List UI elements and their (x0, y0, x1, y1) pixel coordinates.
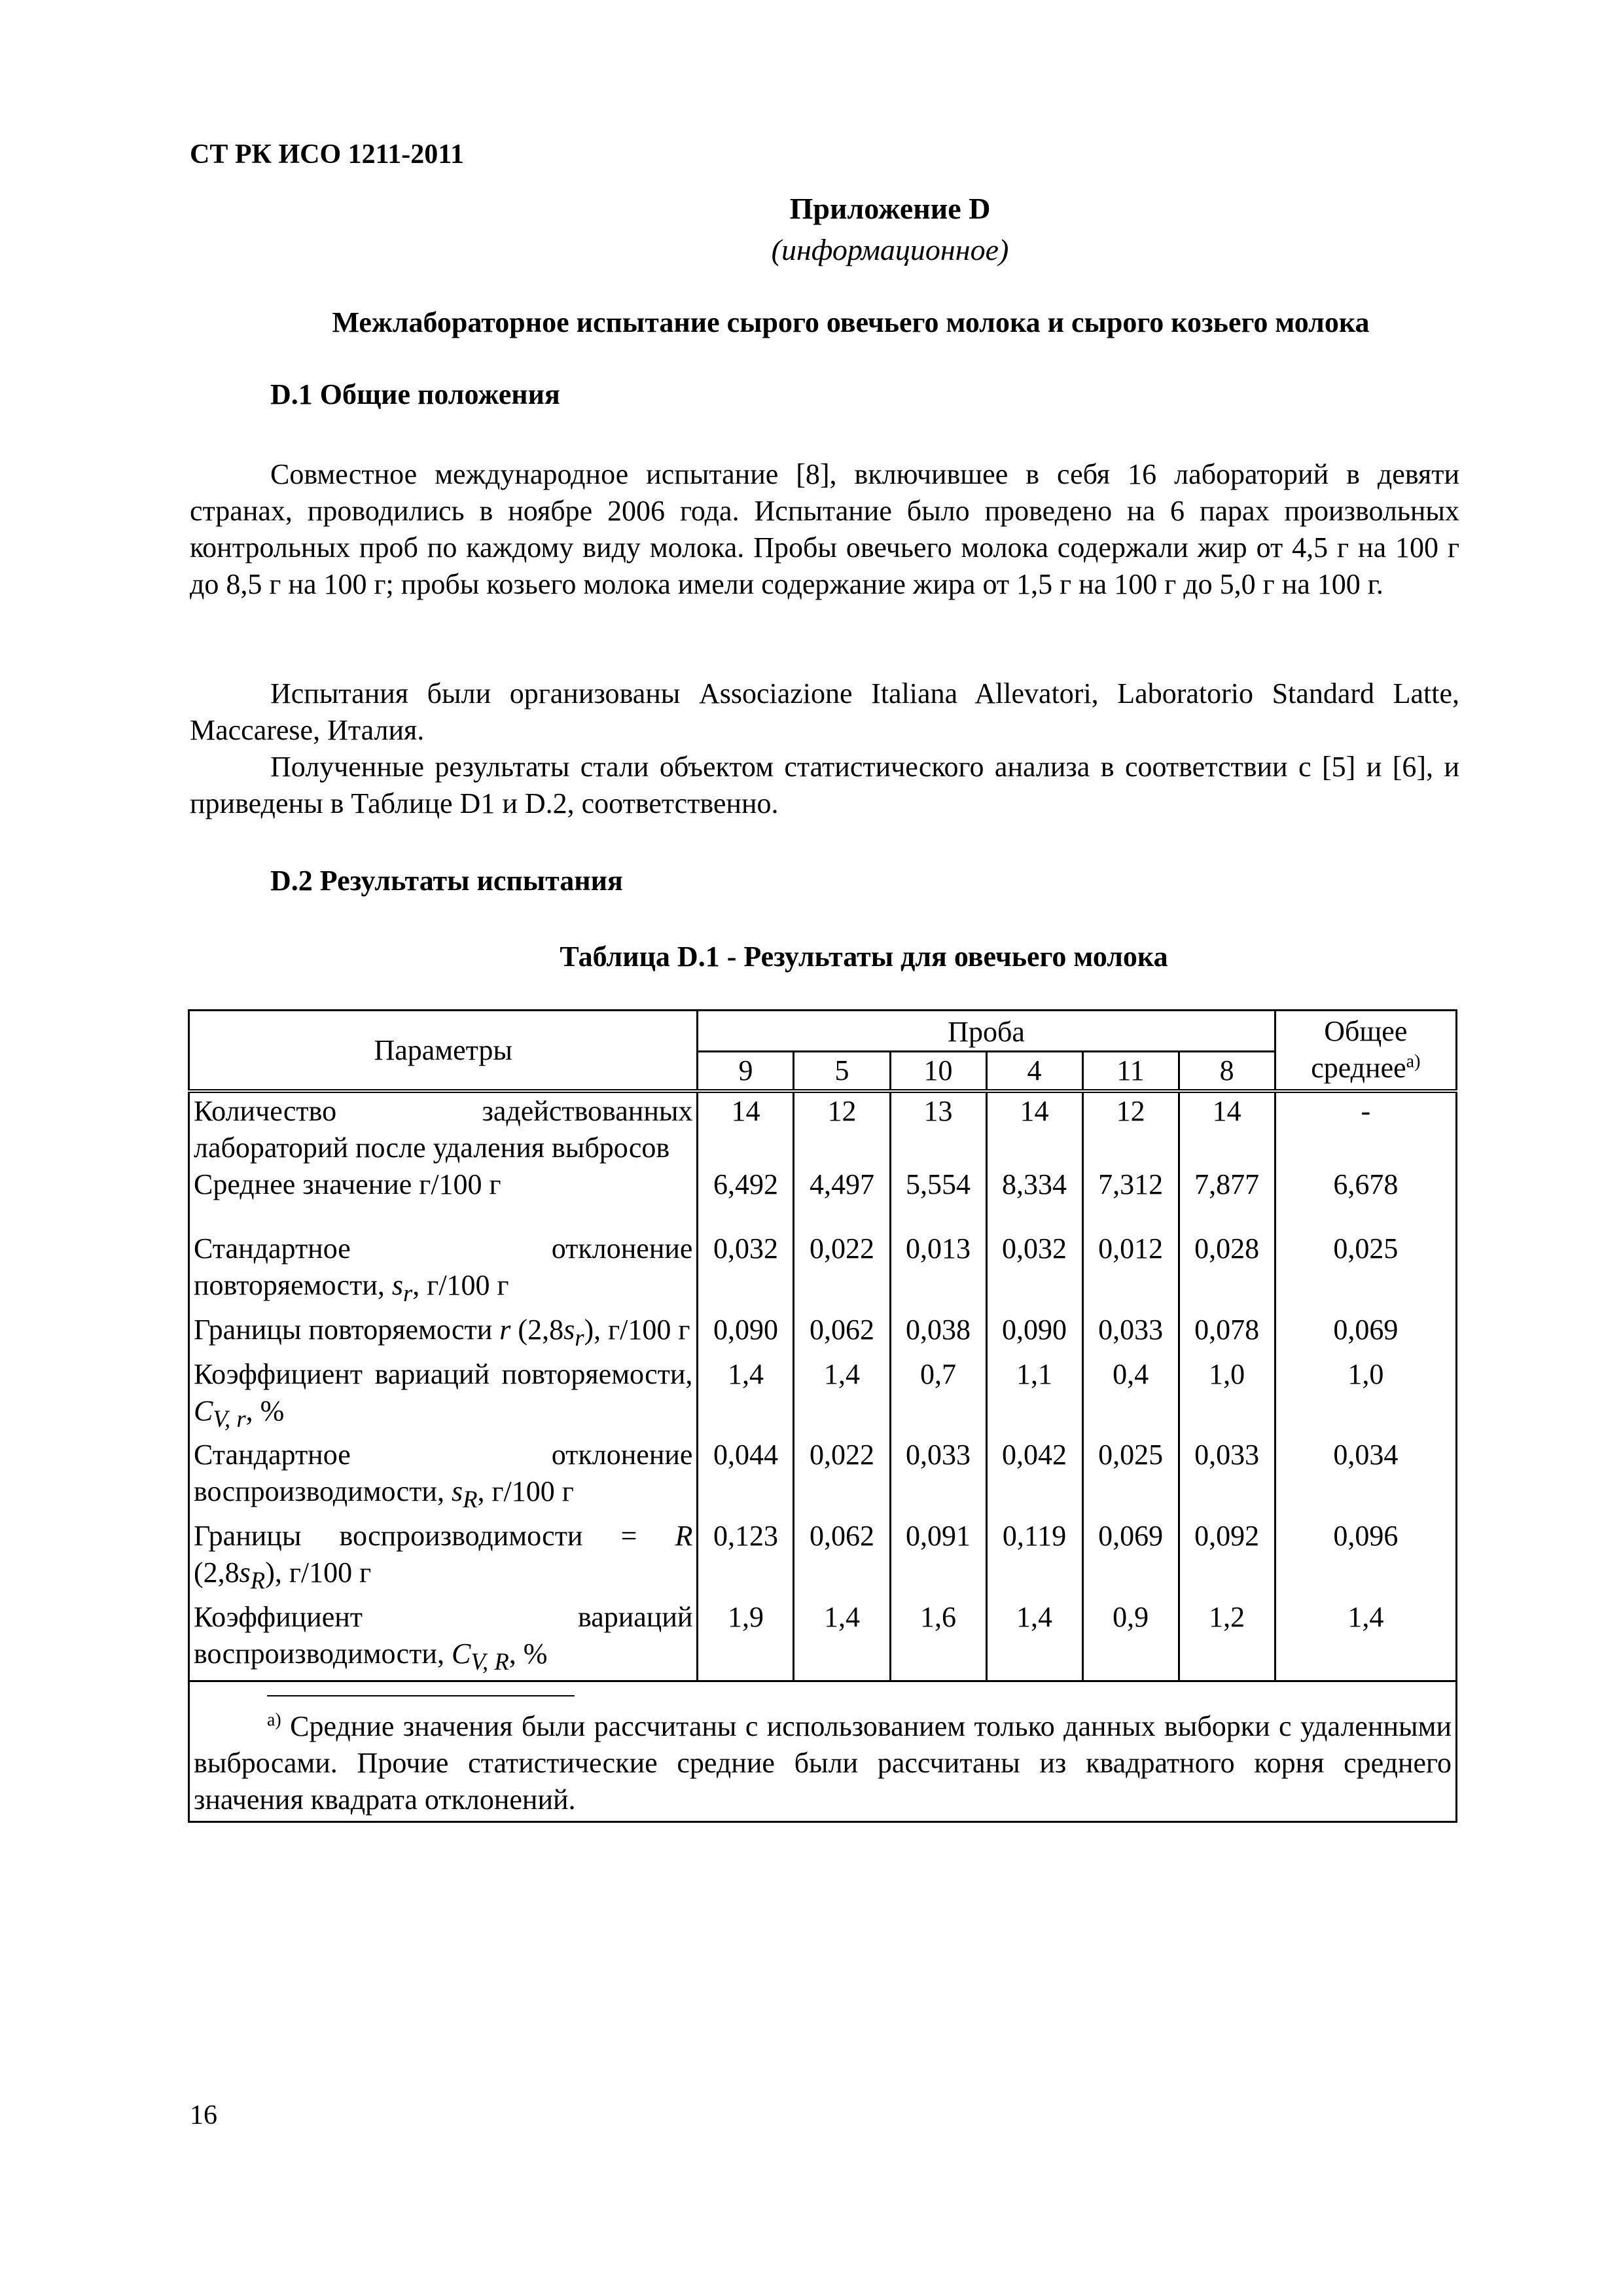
row-label (189, 1230, 698, 1312)
table-cell: 1,4 (794, 1356, 890, 1437)
footnote-mark: a) (267, 1710, 281, 1731)
symbol-sub: R (250, 1566, 266, 1594)
symbol-sub: V, R (471, 1647, 509, 1675)
footnote-text: Средние значения были рассчитаны с использованием только данных выборки с удаленными выбросами. Прочие статистические средние были рассчитаны из квадратного корня среднего значения квадрата отклонений. (194, 1710, 1452, 1816)
row-label (189, 1599, 698, 1681)
symbol-sub: R (463, 1486, 478, 1513)
table-cell: 6,678 (1275, 1166, 1456, 1230)
table-cell: 1,2 (1179, 1599, 1275, 1681)
annex-subtitle: (информационное) (771, 233, 1009, 266)
table-row (189, 1599, 1457, 1681)
table-cell: 0,033 (1179, 1437, 1275, 1518)
table-cell: 0,022 (794, 1230, 890, 1312)
table-cell: 5,554 (890, 1166, 986, 1230)
table-row (189, 1518, 1457, 1599)
table-cell: 1,4 (698, 1356, 794, 1437)
table-cell: 13 (890, 1091, 986, 1166)
table-cell: 8,334 (986, 1166, 1082, 1230)
main-title: Межлабораторное испытание сырого овечьего молока и сырого козьего молока (332, 306, 1370, 338)
paragraph-text: Полученные результаты стали объектом статистического анализа в соответствии с [5] и [6], и приведены в Таблице D1 и D.2, соответственно. (190, 751, 1459, 819)
table-cell: 4,497 (794, 1166, 890, 1230)
section-2-heading: D.2 Результаты испытания (270, 865, 623, 897)
table-cell: 0,069 (1082, 1518, 1179, 1599)
sample-header: Проба (698, 1011, 1275, 1052)
symbol: R (675, 1520, 693, 1552)
symbol-sub: r (403, 1279, 413, 1306)
table-cell: 12 (794, 1091, 890, 1166)
table-cell: 0,078 (1179, 1312, 1275, 1356)
table-cell: 14 (698, 1091, 794, 1166)
table-cell: 0,7 (890, 1356, 986, 1437)
sample-col-header: 9 (698, 1052, 794, 1092)
symbol: s (563, 1313, 575, 1346)
row-label-text: ), г/100 г (265, 1556, 372, 1589)
table-cell: 1,9 (698, 1599, 794, 1681)
table-cell: 1,1 (986, 1356, 1082, 1437)
annex-title: Приложение D (789, 192, 991, 225)
table-cell: 0,062 (794, 1312, 890, 1356)
row-label-text: Коэффициент вариаций повторяемости, (194, 1357, 693, 1390)
symbol: C (194, 1394, 213, 1427)
table-cell: 0,028 (1179, 1230, 1275, 1312)
table-cell: 0,091 (890, 1518, 986, 1599)
footnote (194, 1708, 1452, 1818)
paragraph-text: Испытания были организованы Associazione Italiana Allevatori, Laboratorio Standard Latte, Maccarese, Италия. (190, 677, 1459, 746)
footnote-cell (189, 1681, 1457, 1821)
table-row (189, 1437, 1457, 1518)
paragraph-1 (190, 456, 1459, 603)
row-label: Среднее значение г/100 г (189, 1166, 698, 1230)
row-label-text: ), г/100 г (584, 1313, 690, 1346)
paragraph-text: Совместное международное испытание [8], включившее в себя 16 лабораторий в девяти странах, проводились в ноябре 2006 года. Испытание было проведено на 6 парах произвольных контрольных проб по каждому виду молока. Пробы овечьего молока содержали жир от 4,5 г на 100 г до 8,5 г на 100 г; пробы козьего молока имели содержание жира от 1,5 г на 100 г до 5,0 г на 100 г. (190, 458, 1459, 600)
sample-col-header: 10 (890, 1052, 986, 1092)
row-label (189, 1312, 698, 1356)
paragraph-2 (190, 675, 1459, 749)
table-cell: 0,092 (1179, 1518, 1275, 1599)
row-label-text: , г/100 г (477, 1475, 574, 1508)
table-cell: 0,033 (890, 1437, 986, 1518)
table-cell: 14 (1179, 1091, 1275, 1166)
table-cell: 0,9 (1082, 1599, 1179, 1681)
symbol: s (451, 1475, 463, 1508)
table-cell: 0,022 (794, 1437, 890, 1518)
table-cell: 0,032 (986, 1230, 1082, 1312)
table-cell: 0,025 (1275, 1230, 1456, 1312)
table-row (189, 1166, 1457, 1230)
table-cell: 0,090 (986, 1312, 1082, 1356)
results-table (188, 1009, 1457, 1823)
table-row (189, 1230, 1457, 1312)
page-number: 16 (190, 2100, 217, 2130)
table-cell: 0,123 (698, 1518, 794, 1599)
table-cell: 0,096 (1275, 1518, 1456, 1599)
sample-col-header: 8 (1179, 1052, 1275, 1092)
symbol: C (451, 1637, 471, 1670)
row-label-text: (2,8 (510, 1313, 564, 1346)
paragraph-3 (190, 749, 1459, 822)
standard-code: СТ РК ИСО 1211-2011 (190, 139, 464, 170)
table-cell: 0,032 (698, 1230, 794, 1312)
table-cell: 1,4 (986, 1599, 1082, 1681)
table-cell: 7,312 (1082, 1166, 1179, 1230)
row-label-text: Границы повторяемости (194, 1313, 500, 1346)
symbol: r (499, 1313, 511, 1346)
table-cell: 0,038 (890, 1312, 986, 1356)
row-label (189, 1518, 698, 1599)
table-cell: 0,042 (986, 1437, 1082, 1518)
row-label: Количество задействованных лабораторий после удаления выбросов (189, 1091, 698, 1166)
param-header: Параметры (189, 1011, 698, 1092)
table-cell: 0,062 (794, 1518, 890, 1599)
row-label (189, 1356, 698, 1437)
table-cell: 0,013 (890, 1230, 986, 1312)
table-cell: 0,025 (1082, 1437, 1179, 1518)
table-caption: Таблица D.1 - Результаты для овечьего молока (560, 941, 1168, 973)
table-cell: 0,034 (1275, 1437, 1456, 1518)
table-cell: 1,0 (1275, 1356, 1456, 1437)
table-cell: 1,4 (1275, 1599, 1456, 1681)
sample-col-header: 4 (986, 1052, 1082, 1092)
table-cell: 0,090 (698, 1312, 794, 1356)
symbol-sub: r (575, 1323, 584, 1351)
row-label (189, 1437, 698, 1518)
row-label-text: Коэффициент вариаций воспроизводимости, (194, 1600, 693, 1670)
table-cell: 6,492 (698, 1166, 794, 1230)
symbol-sub: V, r (213, 1405, 246, 1432)
table-cell: 1,6 (890, 1599, 986, 1681)
row-label-text: , % (508, 1637, 548, 1670)
overall-header-cell (1275, 1011, 1456, 1092)
row-label-text: , г/100 г (412, 1269, 509, 1301)
footnote-row (189, 1681, 1457, 1821)
overall-header: Общее среднее (1311, 1015, 1408, 1084)
table-row (189, 1091, 1457, 1166)
overall-header-sup: a) (1406, 1051, 1421, 1072)
table-cell: 1,4 (794, 1599, 890, 1681)
sample-col-header: 11 (1082, 1052, 1179, 1092)
table-cell: 0,119 (986, 1518, 1082, 1599)
table-cell: - (1275, 1091, 1456, 1166)
row-label-text: Границы воспроизводимости = (194, 1520, 675, 1552)
table-cell: 14 (986, 1091, 1082, 1166)
sample-col-header: 5 (794, 1052, 890, 1092)
table-cell: 0,044 (698, 1437, 794, 1518)
table-cell: 0,069 (1275, 1312, 1456, 1356)
table-row (189, 1312, 1457, 1356)
table-cell: 0,012 (1082, 1230, 1179, 1312)
table-row (189, 1356, 1457, 1437)
table-cell: 0,4 (1082, 1356, 1179, 1437)
row-label-text: Стандартное отклонение повторяемости, (194, 1232, 693, 1301)
symbol: s (391, 1269, 404, 1301)
footnote-rule (267, 1695, 575, 1696)
row-label-text: Стандартное отклонение воспроизводимости, (194, 1439, 693, 1508)
symbol: s (239, 1556, 251, 1589)
row-label-text: (2,8 (194, 1556, 240, 1589)
section-1-heading: D.1 Общие положения (270, 378, 560, 410)
table-cell: 0,033 (1082, 1312, 1179, 1356)
row-label-text: , % (245, 1394, 285, 1427)
table-cell: 1,0 (1179, 1356, 1275, 1437)
table-cell: 12 (1082, 1091, 1179, 1166)
table-cell: 7,877 (1179, 1166, 1275, 1230)
